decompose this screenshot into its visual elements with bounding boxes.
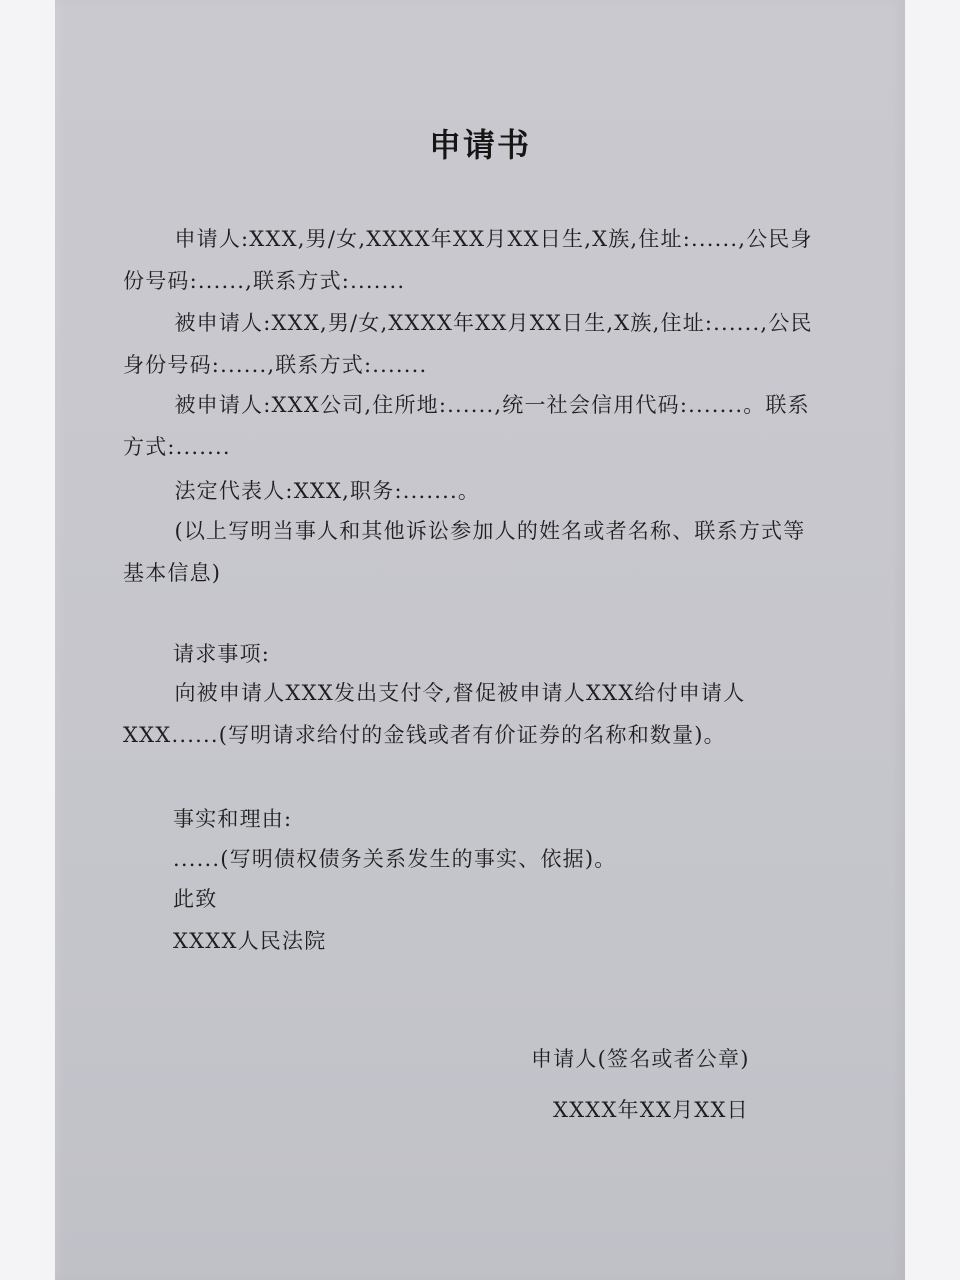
- date-line: XXXX年XX月XX日: [553, 1098, 749, 1122]
- salutation: 此致: [173, 887, 218, 911]
- legal-representative-paragraph: 法定代表人:XXX,职务:.......。: [174, 479, 481, 503]
- applicant-paragraph: 申请人:XXX,男/女,XXXX年XX月XX日生,X族,住址:......,公民身份号码:......,联系方式:.......: [123, 227, 813, 293]
- document-page: [55, 0, 905, 1280]
- respondent-person-paragraph: 被申请人:XXX,男/女,XXXX年XX月XX日生,X族,住址:......,公民身份号码:......,联系方式:.......: [123, 311, 813, 377]
- claims-paragraph: 向被申请人XXX发出支付令,督促被申请人XXX给付申请人XXX......(写明请求给付的金钱或者有价证券的名称和数量)。: [123, 681, 746, 747]
- facts-paragraph: ......(写明债权债务关系发生的事实、依据)。: [173, 847, 617, 871]
- facts-heading: 事实和理由:: [173, 807, 293, 831]
- party-note-paragraph: (以上写明当事人和其他诉讼参加人的姓名或者名称、联系方式等基本信息): [123, 519, 806, 585]
- court-name: XXXX人民法院: [173, 929, 327, 953]
- respondent-company-paragraph: 被申请人:XXX公司,住所地:......,统一社会信用代码:.......。联系方式:.......: [123, 393, 810, 459]
- document-title: 申请书: [428, 126, 531, 164]
- signature-line: 申请人(签名或者公章): [531, 1047, 750, 1071]
- claims-heading: 请求事项:: [173, 642, 271, 666]
